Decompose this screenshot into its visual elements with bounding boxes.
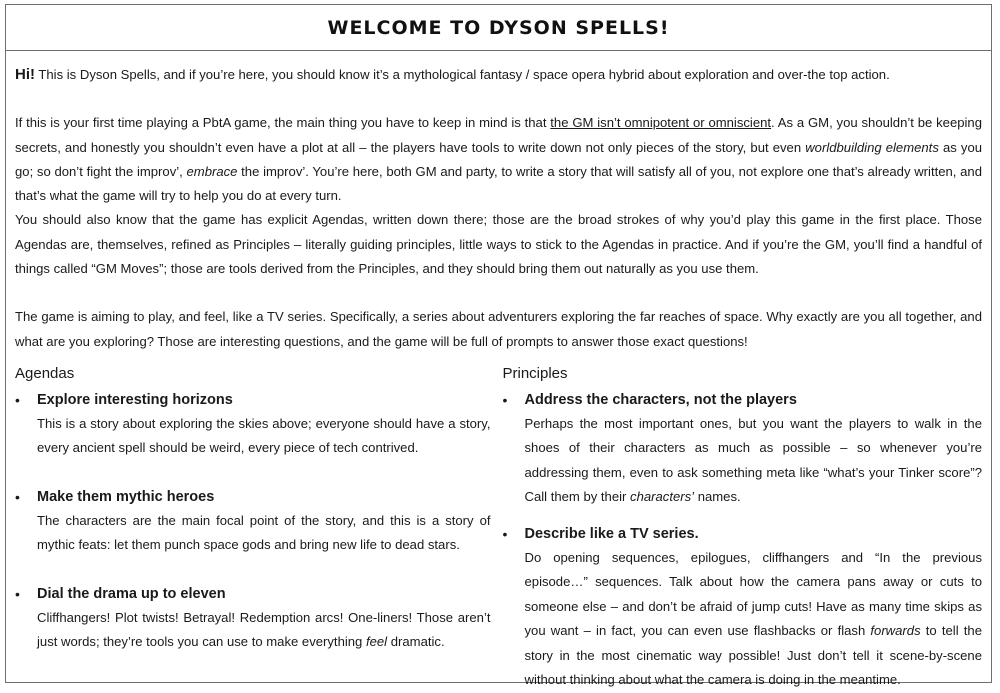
principle-body (525, 546, 983, 693)
agenda-body: This is a story about exploring the skies above; everyone should have a story, every ancient spell should be weird, every piece of tech contrived. (37, 415, 491, 456)
agendas-column (15, 364, 503, 693)
bullet-icon: • (15, 585, 20, 602)
principle-item (503, 522, 983, 693)
principle-body (525, 412, 983, 510)
page-title: WELCOME TO DYSON SPELLS! (327, 16, 670, 39)
bullet-icon: • (15, 488, 20, 505)
intro-text-2a: If this is your first time playing a PbtA game, the main thing you have to keep in mind is that (15, 115, 551, 131)
bullet-icon: • (15, 391, 20, 408)
principle-body-italic: characters’ (630, 489, 695, 505)
agenda-body-text: dramatic. (387, 634, 445, 650)
greeting: Hi! (15, 66, 35, 83)
agenda-title: Explore interesting horizons (37, 391, 233, 408)
agendas-heading: Agendas (15, 364, 75, 382)
bullet-icon: • (502, 525, 508, 542)
intro-paragraph-2 (15, 111, 982, 208)
intro-text-1: This is Dyson Spells, and if you’re here, you should know it’s a mythological fantasy / space opera hybrid about exploration and over-the top action. (35, 67, 890, 82)
two-columns (15, 364, 982, 693)
intro-text-2d: the improv’. You’re here, both GM and party, to write a story that will satisfy all of you, not explore one that’s already written, and that’s what the game will try to help you do at every turn. (15, 163, 982, 204)
agenda-body-italic: feel (365, 634, 388, 650)
intro-italic-embrace: embrace (186, 163, 238, 179)
principle-title: Address the characters, not the players (524, 391, 797, 408)
content (6, 51, 991, 693)
page-frame (5, 4, 992, 688)
intro-paragraph-1 (15, 63, 982, 87)
principle-body-text: Perhaps the most important ones, but you want the players to walk in the shoes of their characters as much as possible – so whenever you’re addressing them, even to ask something meta like “what’s your Tinker score”? Call them by their (524, 415, 982, 505)
agenda-title: Make them mythic heroes (37, 488, 215, 505)
principle-item (503, 388, 983, 510)
intro-text-2b: . As a GM, you shouldn’t be keeping secrets, and honestly you shouldn’t even have a plot at all – the players have tools to write down not only pieces of the story, but even (15, 115, 982, 155)
intro-paragraph-4: The game is aiming to play, and feel, like a TV series. Specifically, a series about adventurers exploring the far reaches of space. Why exactly are you all together, and what are you exploring? Those are interesting questions, and the game will be full of prompts to answer those exact questions! (15, 309, 982, 349)
principle-title: Describe like a TV series. (524, 525, 699, 542)
bullet-icon: • (502, 391, 508, 408)
intro-text-2c: as you go; so don’t fight the improv’, (15, 139, 983, 179)
gm-note-underlined: the GM isn’t omnipotent or omniscient (550, 115, 772, 131)
agenda-item (15, 485, 491, 558)
intro-paragraph-3: You should also know that the game has explicit Agendas, written down there; those are the broad strokes of why you’d play this game in the first place. Those Agendas are, themselves, refined as Principles – literally guiding principles, little ways to stick to the Agendas in practice. And if you’re the GM, you’ll find a handful of things called “GM Moves”; those are tools derived from the Principles, and they should bring them out naturally as you use them. (15, 212, 982, 277)
principle-body-text: to tell the story in the most cinematic way possible! Just don’t tell it scene-by-scene without thinking about what the camera is doing in the meantime. (524, 623, 982, 688)
principles-column (503, 364, 983, 693)
agenda-body-text: Cliffhangers! Plot twists! Betrayal! Redemption arcs! One-liners! Those aren’t just words; they’re tools you can use to make everything (37, 609, 491, 650)
principle-body-text: Do opening sequences, epilogues, cliffhangers and “In the previous episode…” sequences. Talk about how the camera pans away or cuts to someone else – and don’t be afraid of jump cuts! Have as many time skips as you want – in fact, you can even use flashbacks or flash (524, 549, 982, 639)
agenda-item (15, 582, 491, 655)
intro-italic-worldbuilding: worldbuilding elements (805, 139, 939, 155)
agenda-body (37, 606, 491, 655)
agenda-item (15, 388, 491, 461)
principle-body-italic: forwards (870, 623, 921, 639)
title-bar (6, 5, 991, 51)
agenda-body: The characters are the main focal point of the story, and this is a story of mythic feats: let them punch space gods and bring new life to dead stars. (37, 512, 491, 553)
principles-heading: Principles (502, 364, 568, 382)
principle-body-text: names. (694, 489, 741, 505)
agenda-title: Dial the drama up to eleven (37, 585, 226, 602)
